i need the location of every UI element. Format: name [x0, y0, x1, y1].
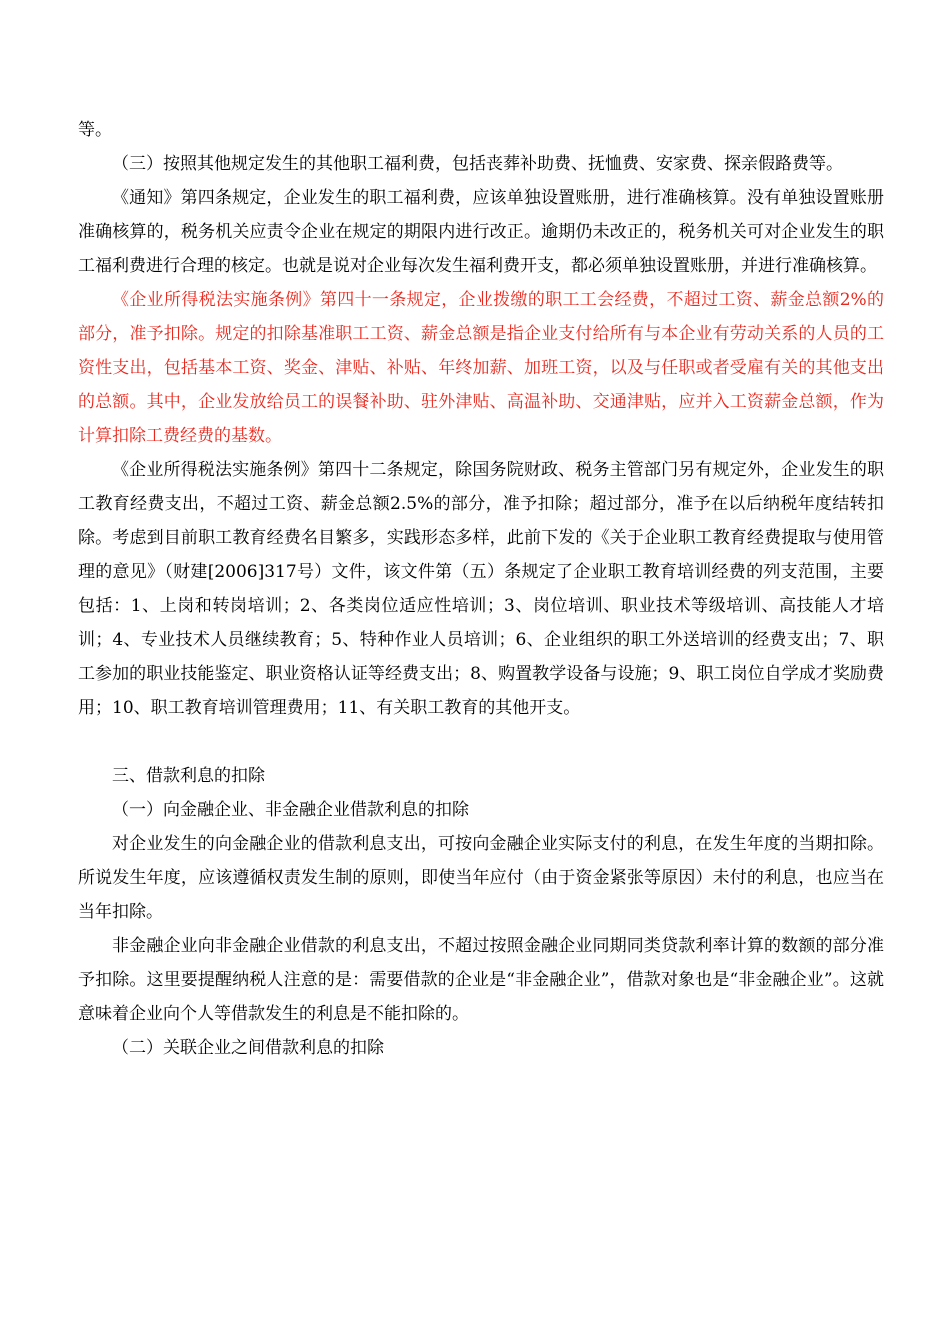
section-spacer — [78, 725, 884, 759]
paragraph-welfare-other: （三）按照其他规定发生的其他职工福利费，包括丧葬补助费、抚恤费、安家费、探亲假路费等。 — [112, 154, 843, 174]
paragraph-financial-interest: 对企业发生的向金融企业的借款利息支出，可按向金融企业实际支付的利息，在发生年度的当期扣除。所说发生年度，应该遵循权责发生制的原则，即使当年应付（由于资金紧张等原因）未付的利息，也应当在当年扣除。 — [78, 834, 884, 922]
subsection-heading-related-party-loans: （二）关联企业之间借款利息的扣除 — [112, 1038, 384, 1058]
paragraph-notice-article-4: 《通知》第四条规定，企业发生的职工福利费，应该单独设置账册，进行准确核算。没有单独设置账册准确核算的，税务机关应责令企业在规定的期限内进行改正。逾期仍未改正的，税务机关可对企业发生的职工福利费进行合理的核定。也就是说对企业每次发生福利费开支，都必须单独设置账册，并进行准确核算。 — [78, 188, 884, 276]
paragraph-continuation: 等。 — [78, 120, 112, 140]
document-body — [78, 113, 884, 1065]
paragraph-article-42: 《企业所得税法实施条例》第四十二条规定，除国务院财政、税务主管部门另有规定外，企业发生的职工教育经费支出，不超过工资、薪金总额2.5%的部分，准予扣除；超过部分，准予在以后纳税年度结转扣除。考虑到目前职工教育经费名目繁多，实践形态多样，此前下发的《关于企业职工教育经费提取与使用管理的意见》（财建[2006]317号）文件，该文件第（五）条规定了企业职工教育培训经费的列支范围，主要包括：1、上岗和转岗培训；2、各类岗位适应性培训；3、岗位培训、职业技术等级培训、高技能人才培训；4、专业技术人员继续教育；5、特种作业人员培训；6、企业组织的职工外送培训的经费支出；7、职工参加的职业技能鉴定、职业资格认证等经费支出；8、购置教学设备与设施；9、职工岗位自学成才奖励费用；10、职工教育培训管理费用；11、有关职工教育的其他开支。 — [78, 460, 884, 718]
subsection-heading-financial-loans: （一）向金融企业、非金融企业借款利息的扣除 — [112, 800, 469, 820]
paragraph-nonfinancial-interest: 非金融企业向非金融企业借款的利息支出，不超过按照金融企业同期同类贷款利率计算的数额的部分准予扣除。这里要提醒纳税人注意的是：需要借款的企业是“非金融企业”，借款对象也是“非金融企业”。这就意味着企业向个人等借款发生的利息是不能扣除的。 — [78, 936, 884, 1024]
section-heading-loan-interest: 三、借款利息的扣除 — [112, 766, 265, 786]
paragraph-article-41-highlighted: 《企业所得税法实施条例》第四十一条规定，企业拨缴的职工工会经费，不超过工资、薪金总额2%的部分，准予扣除。规定的扣除基准职工工资、薪金总额是指企业支付给所有与本企业有劳动关系的人员的工资性支出，包括基本工资、奖金、津贴、补贴、年终加薪、加班工资，以及与任职或者受雇有关的其他支出的总额。其中，企业发放给员工的误餐补助、驻外津贴、高温补助、交通津贴，应并入工资薪金总额，作为计算扣除工费经费的基数。 — [78, 290, 884, 446]
